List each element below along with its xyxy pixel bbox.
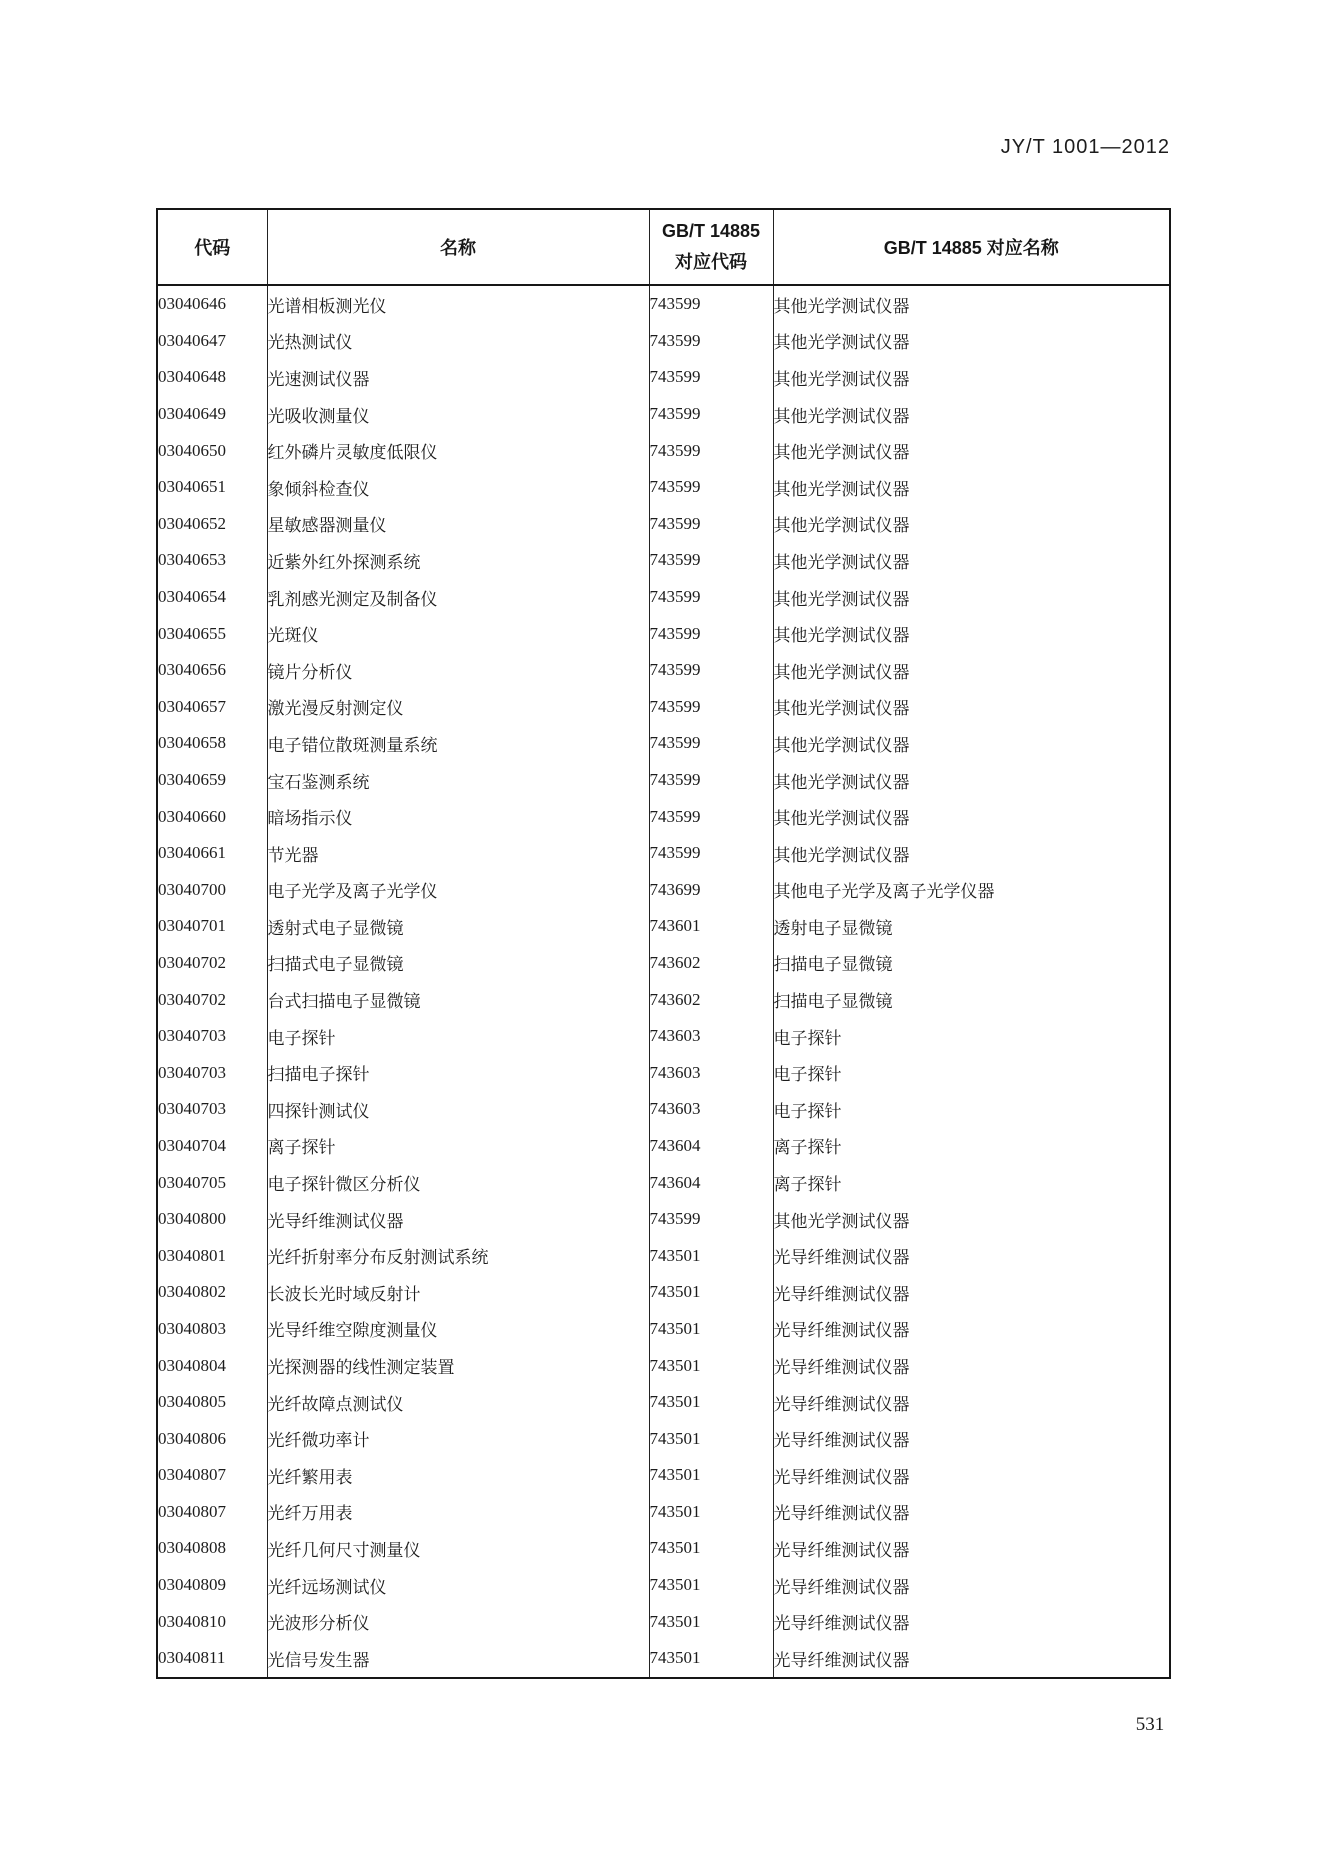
- col-header-gb-name: GB/T 14885 对应名称: [773, 209, 1170, 285]
- cell-name: 镜片分析仪: [267, 652, 649, 689]
- cell-name: 光纤繁用表: [267, 1457, 649, 1494]
- cell-code: 03040661: [157, 835, 267, 872]
- cell-gb-name: 光导纤维测试仪器: [773, 1420, 1170, 1457]
- cell-gb-code: 743599: [649, 835, 773, 872]
- cell-gb-code: 743599: [649, 652, 773, 689]
- table-row: [157, 1494, 1170, 1531]
- cell-name: 扫描电子探针: [267, 1054, 649, 1091]
- cell-code: 03040811: [157, 1640, 267, 1678]
- cell-gb-name: 光导纤维测试仪器: [773, 1530, 1170, 1567]
- cell-gb-name: 其他光学测试仪器: [773, 285, 1170, 323]
- cell-name: 光导纤维测试仪器: [267, 1201, 649, 1238]
- cell-gb-code: 743602: [649, 981, 773, 1018]
- cell-gb-name: 扫描电子显微镜: [773, 981, 1170, 1018]
- cell-gb-code: 743501: [649, 1457, 773, 1494]
- cell-gb-name: 其他光学测试仪器: [773, 542, 1170, 579]
- cell-name: 透射式电子显微镜: [267, 908, 649, 945]
- cell-gb-name: 光导纤维测试仪器: [773, 1237, 1170, 1274]
- cell-name: 台式扫描电子显微镜: [267, 981, 649, 1018]
- cell-name: 近紫外红外探测系统: [267, 542, 649, 579]
- table-row: [157, 1640, 1170, 1678]
- table-row: [157, 1018, 1170, 1055]
- cell-gb-code: 743599: [649, 1201, 773, 1238]
- col-header-gb-code-line2: 对应代码: [675, 252, 747, 272]
- cell-gb-code: 743501: [649, 1311, 773, 1348]
- cell-name: 扫描式电子显微镜: [267, 945, 649, 982]
- cell-code: 03040800: [157, 1201, 267, 1238]
- cell-code: 03040705: [157, 1164, 267, 1201]
- cell-gb-code: 743501: [649, 1640, 773, 1678]
- cell-gb-name: 其他光学测试仪器: [773, 1201, 1170, 1238]
- cell-name: 离子探针: [267, 1128, 649, 1165]
- table-row: [157, 1420, 1170, 1457]
- table-row: [157, 652, 1170, 689]
- page-number: 531: [1135, 1714, 1165, 1735]
- table-row: [157, 1457, 1170, 1494]
- cell-code: 03040701: [157, 908, 267, 945]
- cell-name: 宝石鉴测系统: [267, 762, 649, 799]
- table-row: [157, 1530, 1170, 1567]
- table-row: [157, 1237, 1170, 1274]
- cell-gb-code: 743599: [649, 469, 773, 506]
- cell-name: 暗场指示仪: [267, 798, 649, 835]
- cell-gb-name: 扫描电子显微镜: [773, 945, 1170, 982]
- cell-gb-code: 743501: [649, 1567, 773, 1604]
- cell-name: 电子探针微区分析仪: [267, 1164, 649, 1201]
- cell-name: 光纤微功率计: [267, 1420, 649, 1457]
- cell-gb-code: 743501: [649, 1494, 773, 1531]
- cell-gb-name: 其他光学测试仪器: [773, 835, 1170, 872]
- cell-name: 激光漫反射测定仪: [267, 689, 649, 726]
- cell-code: 03040805: [157, 1384, 267, 1421]
- cell-gb-name: 电子探针: [773, 1091, 1170, 1128]
- cell-code: 03040809: [157, 1567, 267, 1604]
- cell-gb-name: 其他光学测试仪器: [773, 323, 1170, 360]
- table-row: [157, 945, 1170, 982]
- cell-gb-code: 743601: [649, 908, 773, 945]
- cell-gb-code: 743501: [649, 1420, 773, 1457]
- cell-name: 光信号发生器: [267, 1640, 649, 1678]
- cell-name: 象倾斜检查仪: [267, 469, 649, 506]
- cell-gb-code: 743604: [649, 1128, 773, 1165]
- table-row: [157, 1567, 1170, 1604]
- cell-gb-name: 其他光学测试仪器: [773, 359, 1170, 396]
- col-header-gb-code-line1: GB/T 14885: [661, 220, 761, 241]
- cell-code: 03040703: [157, 1054, 267, 1091]
- cell-name: 电子光学及离子光学仪: [267, 872, 649, 909]
- table-row: [157, 1274, 1170, 1311]
- cell-name: 四探针测试仪: [267, 1091, 649, 1128]
- cell-gb-code: 743603: [649, 1091, 773, 1128]
- cell-gb-code: 743599: [649, 542, 773, 579]
- cell-gb-name: 离子探针: [773, 1128, 1170, 1165]
- table-row: [157, 1128, 1170, 1165]
- cell-gb-name: 光导纤维测试仪器: [773, 1457, 1170, 1494]
- cell-code: 03040654: [157, 579, 267, 616]
- cell-gb-code: 743501: [649, 1347, 773, 1384]
- cell-gb-name: 其他光学测试仪器: [773, 615, 1170, 652]
- cell-code: 03040810: [157, 1603, 267, 1640]
- cell-code: 03040659: [157, 762, 267, 799]
- cell-gb-code: 743599: [649, 323, 773, 360]
- cell-code: 03040702: [157, 945, 267, 982]
- cell-gb-code: 743501: [649, 1384, 773, 1421]
- cell-gb-name: 电子探针: [773, 1018, 1170, 1055]
- table-row: [157, 1384, 1170, 1421]
- table-row: [157, 1164, 1170, 1201]
- cell-name: 光速测试仪器: [267, 359, 649, 396]
- cell-gb-name: 电子探针: [773, 1054, 1170, 1091]
- cell-gb-name: 其他光学测试仪器: [773, 432, 1170, 469]
- cell-name: 乳剂感光测定及制备仪: [267, 579, 649, 616]
- table-row: [157, 1603, 1170, 1640]
- cell-name: 光纤远场测试仪: [267, 1567, 649, 1604]
- table-row: [157, 1311, 1170, 1348]
- cell-gb-code: 743599: [649, 506, 773, 543]
- table-row: [157, 1091, 1170, 1128]
- cell-gb-code: 743603: [649, 1018, 773, 1055]
- cell-name: 光斑仪: [267, 615, 649, 652]
- cell-code: 03040660: [157, 798, 267, 835]
- cell-code: 03040807: [157, 1457, 267, 1494]
- col-header-gb-code: [649, 209, 773, 285]
- table-row: [157, 1054, 1170, 1091]
- cell-gb-name: 透射电子显微镜: [773, 908, 1170, 945]
- cell-code: 03040704: [157, 1128, 267, 1165]
- cell-code: 03040646: [157, 285, 267, 323]
- cell-gb-name: 光导纤维测试仪器: [773, 1567, 1170, 1604]
- cell-gb-name: 光导纤维测试仪器: [773, 1311, 1170, 1348]
- cell-code: 03040651: [157, 469, 267, 506]
- cell-name: 光吸收测量仪: [267, 396, 649, 433]
- table-row: [157, 506, 1170, 543]
- cell-gb-code: 743604: [649, 1164, 773, 1201]
- table-row: [157, 469, 1170, 506]
- table-row: [157, 432, 1170, 469]
- table-row: [157, 1201, 1170, 1238]
- cell-gb-code: 743599: [649, 762, 773, 799]
- cell-code: 03040647: [157, 323, 267, 360]
- cell-gb-code: 743599: [649, 689, 773, 726]
- cell-code: 03040702: [157, 981, 267, 1018]
- cell-name: 光纤万用表: [267, 1494, 649, 1531]
- cell-code: 03040652: [157, 506, 267, 543]
- cell-code: 03040802: [157, 1274, 267, 1311]
- cell-code: 03040703: [157, 1091, 267, 1128]
- cell-gb-code: 743599: [649, 396, 773, 433]
- cell-gb-name: 其他电子光学及离子光学仪器: [773, 872, 1170, 909]
- col-header-name: 名称: [267, 209, 649, 285]
- cell-name: 光纤故障点测试仪: [267, 1384, 649, 1421]
- table-row: [157, 798, 1170, 835]
- cell-code: 03040657: [157, 689, 267, 726]
- code-mapping-table: [156, 208, 1171, 1679]
- cell-name: 电子探针: [267, 1018, 649, 1055]
- table-row: [157, 615, 1170, 652]
- cell-gb-name: 其他光学测试仪器: [773, 469, 1170, 506]
- cell-gb-name: 其他光学测试仪器: [773, 798, 1170, 835]
- cell-gb-code: 743501: [649, 1274, 773, 1311]
- cell-gb-name: 光导纤维测试仪器: [773, 1494, 1170, 1531]
- cell-name: 星敏感器测量仪: [267, 506, 649, 543]
- cell-gb-name: 其他光学测试仪器: [773, 762, 1170, 799]
- cell-code: 03040653: [157, 542, 267, 579]
- cell-gb-name: 光导纤维测试仪器: [773, 1384, 1170, 1421]
- table-row: [157, 835, 1170, 872]
- table-body: [157, 285, 1170, 1678]
- table-row: [157, 908, 1170, 945]
- cell-gb-name: 光导纤维测试仪器: [773, 1274, 1170, 1311]
- cell-name: 光谱相板测光仪: [267, 285, 649, 323]
- cell-gb-code: 743501: [649, 1237, 773, 1274]
- cell-code: 03040807: [157, 1494, 267, 1531]
- table-row: [157, 285, 1170, 323]
- cell-gb-name: 光导纤维测试仪器: [773, 1603, 1170, 1640]
- cell-gb-name: 光导纤维测试仪器: [773, 1347, 1170, 1384]
- cell-code: 03040801: [157, 1237, 267, 1274]
- cell-gb-name: 其他光学测试仪器: [773, 396, 1170, 433]
- table-header: [157, 209, 1170, 285]
- cell-gb-code: 743603: [649, 1054, 773, 1091]
- cell-code: 03040648: [157, 359, 267, 396]
- cell-name: 光热测试仪: [267, 323, 649, 360]
- cell-gb-name: 其他光学测试仪器: [773, 652, 1170, 689]
- cell-name: 电子错位散斑测量系统: [267, 725, 649, 762]
- cell-code: 03040655: [157, 615, 267, 652]
- table-row: [157, 396, 1170, 433]
- cell-gb-code: 743699: [649, 872, 773, 909]
- cell-name: 光导纤维空隙度测量仪: [267, 1311, 649, 1348]
- cell-code: 03040804: [157, 1347, 267, 1384]
- table-row: [157, 981, 1170, 1018]
- cell-gb-name: 离子探针: [773, 1164, 1170, 1201]
- cell-code: 03040700: [157, 872, 267, 909]
- cell-code: 03040703: [157, 1018, 267, 1055]
- col-header-code: 代码: [157, 209, 267, 285]
- table-row: [157, 323, 1170, 360]
- cell-code: 03040656: [157, 652, 267, 689]
- cell-gb-code: 743599: [649, 579, 773, 616]
- cell-name: 节光器: [267, 835, 649, 872]
- cell-name: 长波长光时域反射计: [267, 1274, 649, 1311]
- cell-gb-name: 其他光学测试仪器: [773, 725, 1170, 762]
- cell-code: 03040649: [157, 396, 267, 433]
- cell-name: 红外磷片灵敏度低限仪: [267, 432, 649, 469]
- doc-number: JY/T 1001—2012: [1000, 136, 1170, 158]
- cell-code: 03040803: [157, 1311, 267, 1348]
- table-row: [157, 762, 1170, 799]
- cell-name: 光纤折射率分布反射测试系统: [267, 1237, 649, 1274]
- cell-code: 03040658: [157, 725, 267, 762]
- cell-code: 03040808: [157, 1530, 267, 1567]
- cell-code: 03040806: [157, 1420, 267, 1457]
- table-row: [157, 579, 1170, 616]
- table-row: [157, 725, 1170, 762]
- cell-gb-code: 743599: [649, 798, 773, 835]
- table-header-row: [157, 209, 1170, 285]
- cell-gb-name: 其他光学测试仪器: [773, 689, 1170, 726]
- cell-gb-name: 其他光学测试仪器: [773, 506, 1170, 543]
- table-row: [157, 689, 1170, 726]
- cell-gb-code: 743602: [649, 945, 773, 982]
- cell-gb-code: 743501: [649, 1603, 773, 1640]
- cell-code: 03040650: [157, 432, 267, 469]
- cell-gb-name: 光导纤维测试仪器: [773, 1640, 1170, 1678]
- cell-gb-code: 743599: [649, 432, 773, 469]
- cell-gb-code: 743599: [649, 615, 773, 652]
- cell-name: 光纤几何尺寸测量仪: [267, 1530, 649, 1567]
- cell-name: 光探测器的线性测定装置: [267, 1347, 649, 1384]
- table-row: [157, 359, 1170, 396]
- table-row: [157, 542, 1170, 579]
- cell-gb-code: 743599: [649, 359, 773, 396]
- cell-name: 光波形分析仪: [267, 1603, 649, 1640]
- table-row: [157, 872, 1170, 909]
- table-row: [157, 1347, 1170, 1384]
- cell-gb-code: 743599: [649, 285, 773, 323]
- cell-gb-code: 743599: [649, 725, 773, 762]
- cell-gb-name: 其他光学测试仪器: [773, 579, 1170, 616]
- cell-gb-code: 743501: [649, 1530, 773, 1567]
